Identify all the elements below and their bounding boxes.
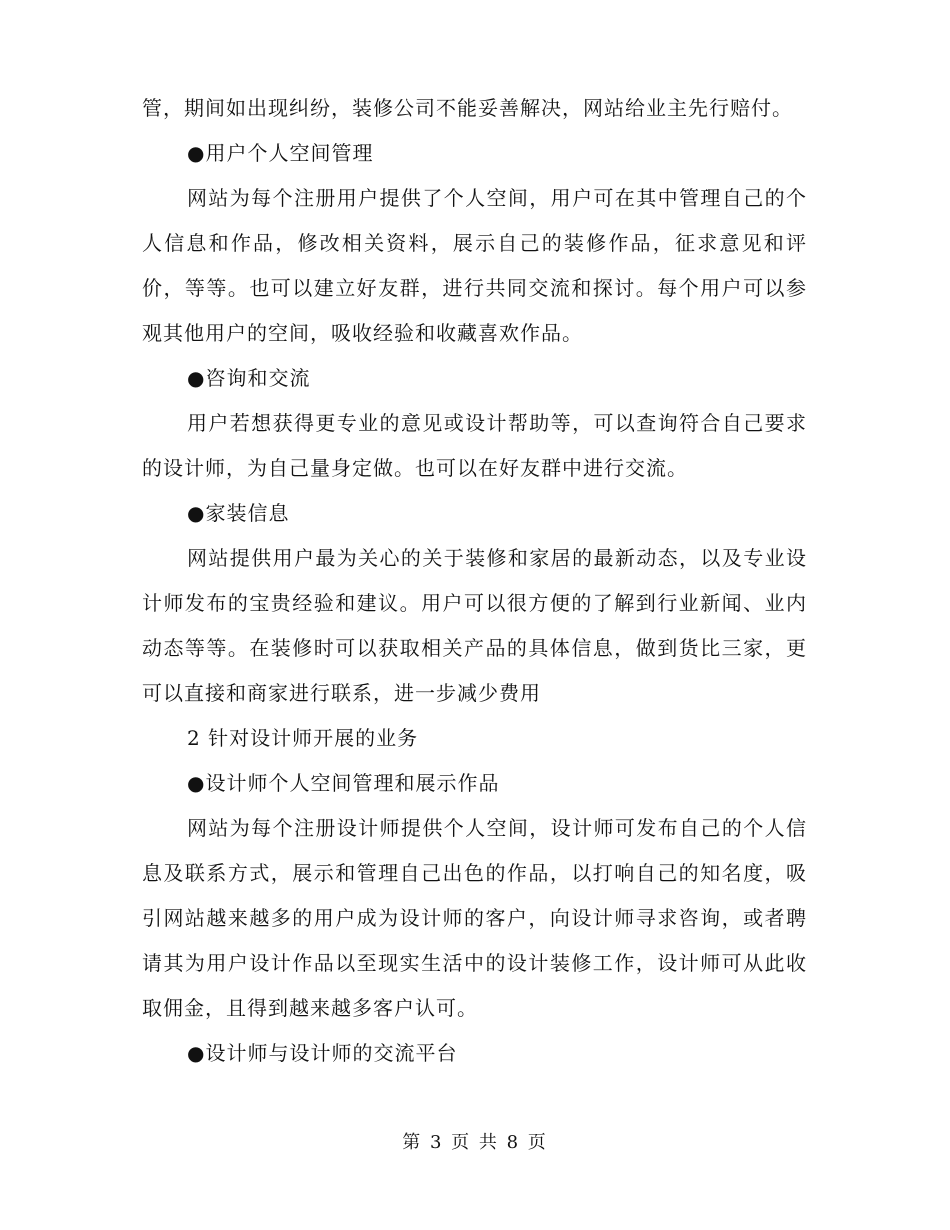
section-heading-designer-exchange: ●设计师与设计师的交流平台	[187, 1041, 458, 1065]
page-footer: 第 3 页 共 8 页	[402, 1132, 548, 1153]
paragraph-continuation: 管，期间如出现纠纷，装修公司不能妥善解决，网站给业主先行赔付。	[142, 96, 793, 120]
document-body	[142, 86, 807, 1076]
paragraph-designer-space: 网站为每个注册设计师提供个人空间，设计师可发布自己的个人信息及联系方式，展示和管理自己出色的作品，以打响自己的知名度，吸引网站越来越多的用户成为设计师的客户，向设计师寻求咨询，或者聘请其为用户设计作品以至现实生活中的设计装修工作，设计师可从此收取佣金，且得到越来越多客户认可。	[142, 816, 807, 1020]
section-heading-home-info: ●家装信息	[187, 501, 290, 525]
section-heading-user-space: ●用户个人空间管理	[187, 141, 374, 165]
paragraph-home-info: 网站提供用户最为关心的关于装修和家居的最新动态，以及专业设计师发布的宝贵经验和建议。用户可以很方便的了解到行业新闻、业内动态等等。在装修时可以获取相关产品的具体信息，做到货比三家，更可以直接和商家进行联系，进一步减少费用	[142, 546, 807, 705]
section-heading-consulting: ●咨询和交流	[187, 366, 311, 390]
section-heading-designer-business: 2 针对设计师开展的业务	[187, 726, 419, 750]
section-heading-designer-space: ●设计师个人空间管理和展示作品	[187, 771, 500, 795]
paragraph-user-space: 网站为每个注册用户提供了个人空间，用户可在其中管理自己的个人信息和作品，修改相关资料，展示自己的装修作品，征求意见和评价，等等。也可以建立好友群，进行共同交流和探讨。每个用户可以参观其他用户的空间，吸收经验和收藏喜欢作品。	[142, 186, 807, 345]
paragraph-consulting: 用户若想获得更专业的意见或设计帮助等，可以查询符合自己要求的设计师，为自己量身定做。也可以在好友群中进行交流。	[142, 411, 807, 480]
